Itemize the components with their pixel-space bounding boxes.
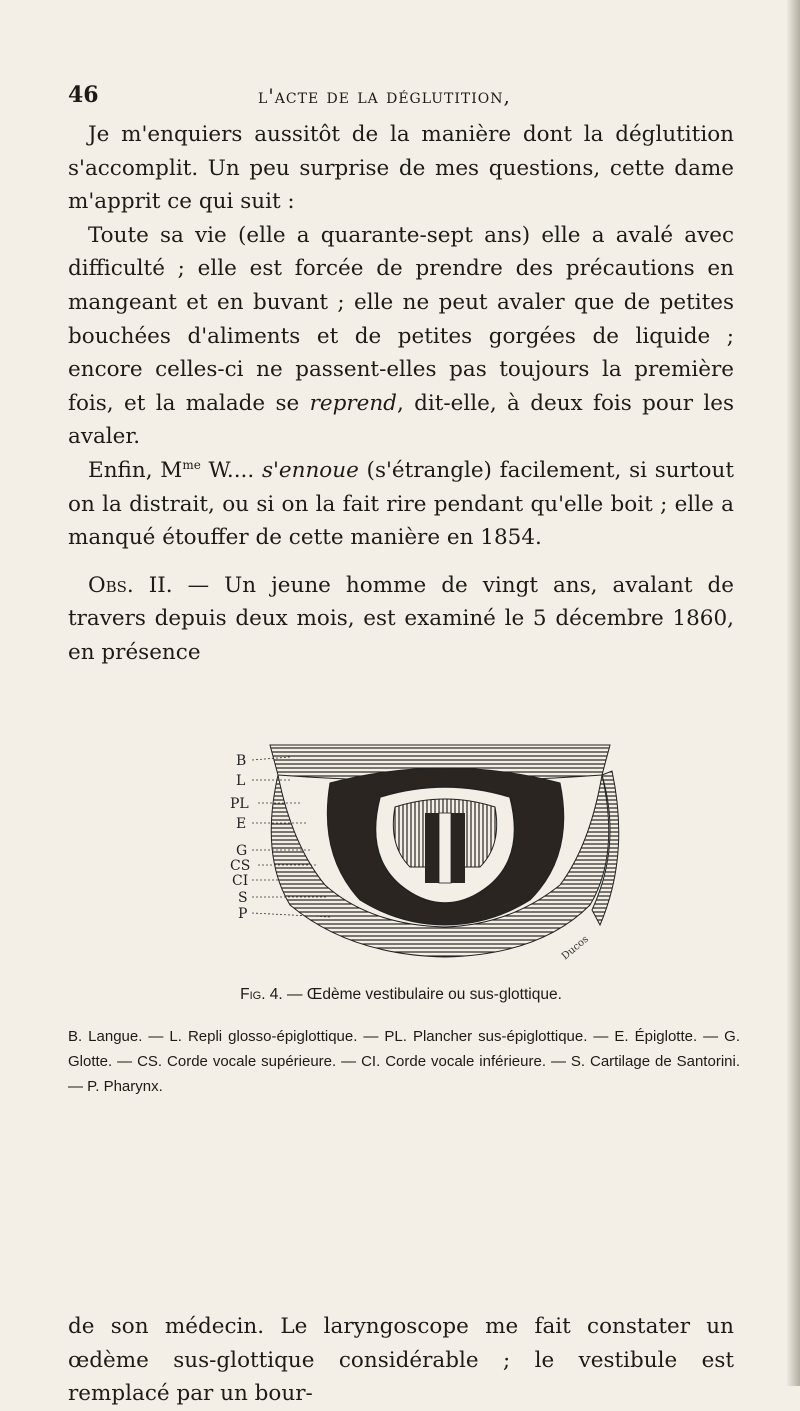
larynx-illustration — [230, 735, 640, 970]
figure-label: G — [236, 843, 248, 859]
paragraph: Enfin, $M^{me}$ W.... s'ennoue (s'étrangle) facilement, si surtout on la distrait, ou si on la fait rire pendant qu'elle boit ; elle a manqué étouffer de cette manière en 1854. — [68, 457, 734, 551]
body-text-bottom — [68, 1310, 734, 1411]
figure-number: Fig. 4. — [240, 986, 283, 1003]
engraver-signature: Ducos — [559, 933, 591, 963]
figure-label: B — [236, 753, 247, 769]
body-text-top — [68, 118, 734, 670]
figure-label: P — [238, 906, 248, 922]
glottis-right — [451, 813, 465, 883]
laryngoscope-figure — [230, 735, 640, 970]
page-number: 46 — [68, 82, 99, 108]
figure-legend: B. Langue. — L. Repli glosso-épiglottique. — PL. Plancher sus-épiglottique. — E. Épiglotte. — G. Glotte. — CS. Corde vocale supérieure. — CI. Corde vocale inférieure. — S. Cartilage de Santorini. — P. Pharynx. — [68, 1028, 740, 1095]
observation-label: Obs. II. — [88, 572, 173, 598]
figure-label: PL — [230, 796, 249, 812]
page-header — [68, 82, 728, 116]
paragraph: de son médecin. Le laryngoscope me fait constater un œdème sus-glottique considérable ; le vestibule est remplacé par un bour- — [68, 1314, 734, 1407]
paragraph: Toute sa vie (elle a quarante-sept ans) elle a avalé avec difficulté ; elle est forcée de prendre des précautions en mangeant et en buvant ; elle ne peut avaler que de petites bouchées d'aliments et de petites gorgées de liquide ; encore celles-ci ne passent-elles pas toujours la première fois, et la malade se reprend, dit-elle, à deux fois pour les avaler. — [68, 222, 734, 450]
figure-label: L — [236, 773, 246, 789]
figure-caption — [68, 986, 734, 1004]
running-title: l'acte de la déglutition, — [258, 84, 511, 108]
glottis-left — [425, 813, 439, 883]
paragraph: Obs. II. — Un jeune homme de vingt ans, avalant de travers depuis deux mois, est examiné le 5 décembre 1860, en présence — [68, 572, 734, 665]
figure-label: CI — [232, 873, 249, 889]
figure-label: E — [236, 816, 247, 832]
figure-label: CS — [230, 858, 251, 874]
glottis-opening — [439, 813, 451, 883]
paragraph: Je m'enquiers aussitôt de la manière dont la déglutition s'accomplit. Un peu surprise de mes questions, cette dame m'apprit ce qui suit : — [68, 122, 734, 215]
figure-caption-text: — Œdème vestibulaire ou sus-glottique. — [287, 986, 562, 1003]
italic-term: s'ennoue — [261, 457, 359, 483]
italic-term: reprend — [309, 390, 397, 416]
figure-label: S — [238, 890, 248, 906]
page-edge-shadow — [786, 0, 800, 1386]
